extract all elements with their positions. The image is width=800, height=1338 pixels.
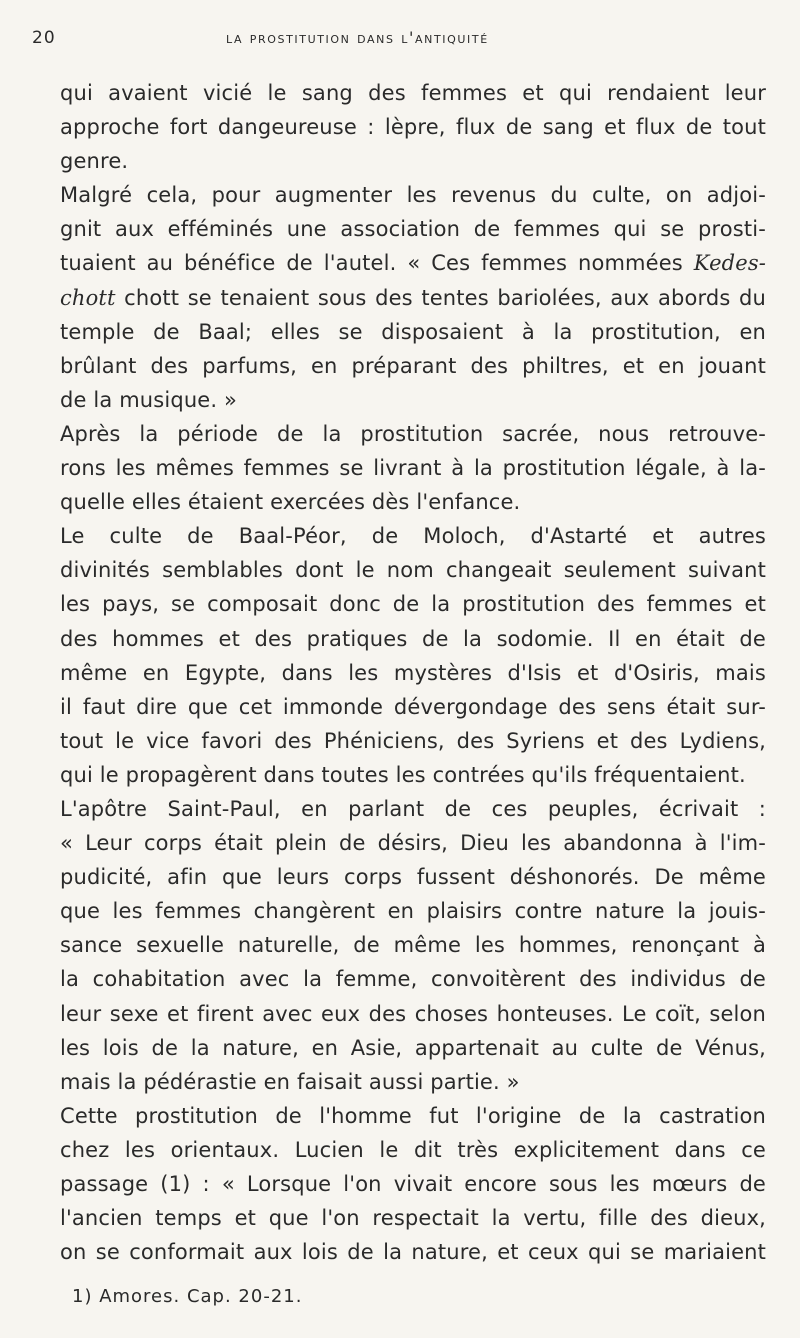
text-line: Le culte de Baal-Péor, de Moloch, d'Astarté et autres [60, 524, 766, 549]
text-line: quelle elles étaient exercées dès l'enfance. [60, 490, 521, 515]
text-fragment: tuaient au bénéfice de l'autel. « Ces femmes nommées [60, 251, 683, 276]
text-line: même en Egypte, dans les mystères d'Isis et d'Osiris, mais [60, 660, 766, 685]
text-line: chez les orientaux. Lucien le dit très explicitement dans ce [60, 1137, 766, 1162]
text-line-with-italic [60, 281, 766, 315]
page-header [32, 28, 740, 58]
page-number: 20 [32, 28, 56, 48]
text-line: brûlant des parfums, en préparant des philtres, et en jouant [60, 353, 766, 378]
text-line: passage (1) : « Lorsque l'on vivait encore sous les mœurs de [60, 1172, 766, 1196]
text-line: les pays, se composait donc de la prostitution des femmes et [60, 592, 766, 617]
italic-term: Kedes- [693, 251, 766, 276]
text-line: on se conformait aux lois de la nature, et ceux qui se mariaient [60, 1240, 766, 1265]
footnote: 1) Amores. Cap. 20-21. [72, 1286, 303, 1307]
text-line: qui le propagèrent dans toutes les contrées qu'ils fréquentaient. [60, 762, 746, 787]
text-line: L'apôtre Saint-Paul, en parlant de ces peuples, écrivait : [60, 796, 766, 821]
text-line: sance sexuelle naturelle, de même les hommes, renonçant à [60, 933, 766, 958]
text-line: pudicité, afin que leurs corps fussent déshonorés. De même [60, 865, 766, 890]
text-line: des hommes et des pratiques de la sodomie. Il en était de [60, 626, 766, 651]
text-line: approche fort dangeureuse : lèpre, flux de sang et flux de tout [60, 115, 766, 140]
body-text [60, 76, 766, 1269]
text-line: que les femmes changèrent en plaisirs contre nature la jouis- [60, 899, 766, 924]
text-line: la cohabitation avec la femme, convoitèrent des individus de [60, 967, 766, 992]
italic-term: chott [60, 285, 116, 310]
text-line: rons les mêmes femmes se livrant à la prostitution légale, à la- [60, 456, 766, 481]
text-line: les lois de la nature, en Asie, appartenait au culte de Vénus, [60, 1035, 766, 1060]
text-line: de la musique. » [60, 387, 238, 412]
text-line: gnit aux efféminés une association de femmes qui se prosti- [60, 217, 766, 242]
running-head: la prostitution dans l'antiquité [226, 28, 489, 47]
text-line: mais la pédérastie en faisait aussi partie. » [60, 1069, 520, 1094]
text-line: divinités semblables dont le nom changeait seulement suivant [60, 558, 766, 583]
text-line: l'ancien temps et que l'on respectait la vertu, fille des dieux, [60, 1206, 766, 1231]
text-line: qui avaient vicié le sang des femmes et qui rendaient leur [60, 81, 766, 105]
text-line: leur sexe et firent avec eux des choses honteuses. Le coït, selon [60, 1001, 766, 1026]
text-line: il faut dire que cet immonde dévergondage des sens était sur- [60, 694, 766, 719]
text-line: Cette prostitution de l'homme fut l'origine de la castration [60, 1103, 766, 1128]
text-line: tout le vice favori des Phéniciens, des Syriens et des Lydiens, [60, 728, 766, 753]
text-line: genre. [60, 149, 129, 174]
text-fragment: chott se tenaient sous des tentes bariolées, aux abords du [124, 285, 766, 310]
text-line: Malgré cela, pour augmenter les revenus du culte, on adjoi- [60, 183, 766, 208]
text-line-with-italic [60, 246, 766, 280]
text-line: Après la période de la prostitution sacrée, nous retrouve- [60, 421, 766, 446]
text-line: « Leur corps était plein de désirs, Dieu les abandonna à l'im- [60, 831, 766, 856]
text-line: temple de Baal; elles se disposaient à la prostitution, en [60, 319, 766, 344]
